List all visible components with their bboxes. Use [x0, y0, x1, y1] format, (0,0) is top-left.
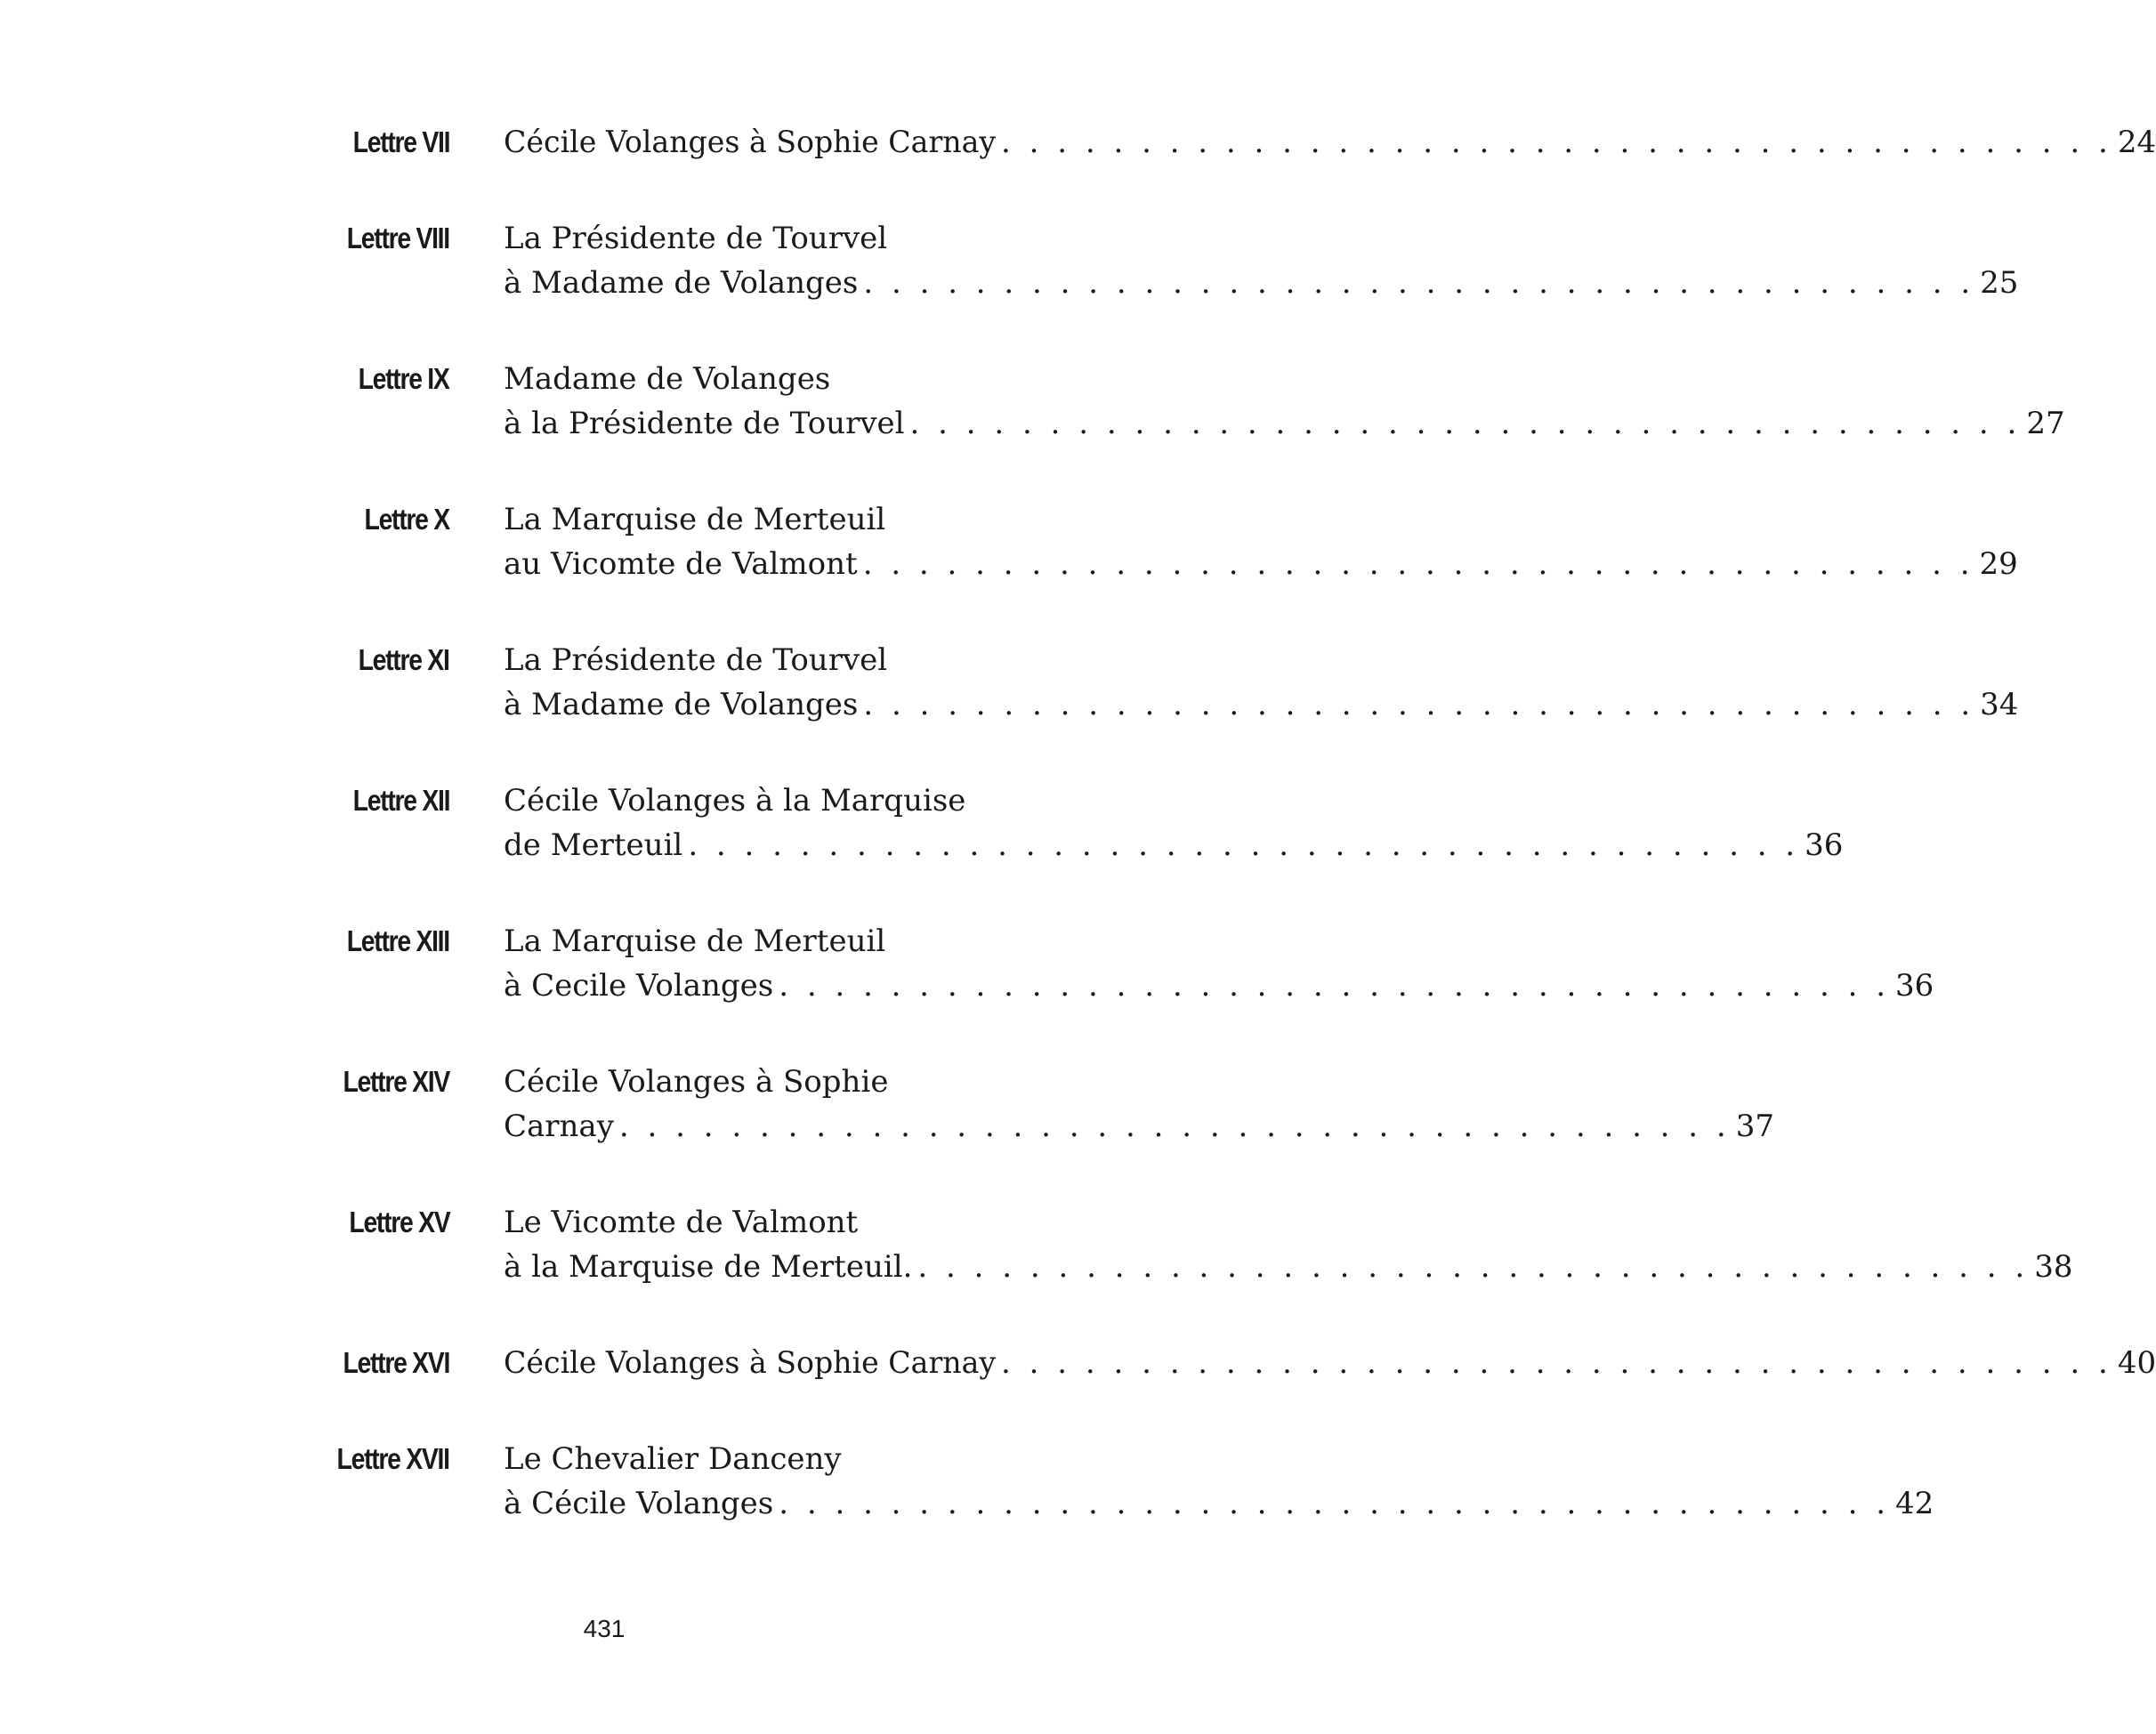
letter-label: Lettre VII: [352, 125, 449, 158]
letter-label: Lettre XII: [352, 784, 449, 817]
entry-title: Cécile Volanges à Sophie: [504, 1064, 889, 1100]
entry-line: [504, 261, 2019, 305]
entry-line: [504, 357, 1070, 401]
entry-body: [504, 1437, 1934, 1526]
dot-leader: . . . . . . . . . . . . . . . . . . . . . . . . . . . . . . . . . . . . . . . .: [917, 1249, 2030, 1285]
entry-title: Carnay: [504, 1109, 614, 1144]
entry-title: à Cécile Volanges: [504, 1486, 774, 1521]
dot-leader: . . . . . . . . . . . . . . . . . . . . . . . . . . . . . . . . . . . . . . . .: [1001, 125, 2112, 160]
entry-title: La Présidente de Tourvel: [504, 642, 888, 678]
letter-label: Lettre VIII: [346, 222, 449, 254]
entry-title: à Madame de Volanges: [504, 687, 859, 722]
entry-title: à Madame de Volanges: [504, 265, 859, 301]
entry-body: [504, 120, 2156, 165]
entry-body: [504, 1341, 2156, 1385]
entry-line: [504, 1437, 1070, 1481]
entry-title: Le Vicomte de Valmont: [504, 1205, 859, 1240]
page-number: 36: [1895, 968, 1934, 1004]
entry-line: [504, 1200, 1070, 1245]
entry-body: [504, 216, 2019, 305]
letter-label: Lettre X: [364, 503, 449, 536]
entry-line: [504, 216, 1070, 261]
entry-title: La Marquise de Merteuil: [504, 502, 886, 537]
entry-line: [504, 778, 1070, 823]
page-number: 37: [1735, 1109, 1774, 1144]
page-folio: 431: [583, 1615, 626, 1642]
dot-leader: . . . . . . . . . . . . . . . . . . . . . . . . . . . . . . . . . . . . . . . .: [779, 1486, 1891, 1521]
page-number: 29: [1979, 546, 2018, 582]
entry-line: [504, 542, 2018, 586]
letter-label: Lettre XIII: [346, 924, 449, 957]
dot-leader: . . . . . . . . . . . . . . . . . . . . . . . . . . . . . . . . . . . . . . . .: [863, 687, 1975, 722]
entry-line: [504, 682, 2019, 727]
entry-title: à la Marquise de Merteuil.: [504, 1249, 913, 1285]
letter-label: Lettre XVI: [343, 1346, 449, 1379]
page-number: 40: [2117, 1345, 2156, 1381]
entry-title: Cécile Volanges à Sophie Carnay: [504, 1345, 997, 1381]
letter-label: Lettre XV: [349, 1206, 449, 1238]
letter-label: Lettre XVII: [336, 1442, 449, 1475]
entry-title: Le Chevalier Danceny: [504, 1441, 842, 1477]
letter-label: Lettre XIV: [343, 1065, 449, 1098]
page-number: 34: [1980, 687, 2019, 722]
entry-body: [504, 497, 2018, 586]
dot-leader: . . . . . . . . . . . . . . . . . . . . . . . . . . . . . . . . . . . . . . . .: [909, 406, 2022, 441]
entry-body: [504, 638, 2019, 727]
page-number: 38: [2034, 1249, 2073, 1285]
entry-title: Madame de Volanges: [504, 361, 831, 397]
entry-line: [504, 919, 1070, 964]
entry-body: [504, 1060, 1774, 1149]
dot-leader: . . . . . . . . . . . . . . . . . . . . . . . . . . . . . . . . . . . . . . . .: [779, 968, 1891, 1004]
page-number: 27: [2026, 406, 2065, 441]
dot-leader: . . . . . . . . . . . . . . . . . . . . . . . . . . . . . . . . . . . . . . . .: [688, 827, 1800, 863]
dot-leader: . . . . . . . . . . . . . . . . . . . . . . . . . . . . . . . . . . . . . . . .: [863, 265, 1975, 301]
entry-title: au Vicomte de Valmont: [504, 546, 858, 582]
dot-leader: . . . . . . . . . . . . . . . . . . . . . . . . . . . . . . . . . . . . . . . .: [862, 546, 1974, 582]
entry-line: [504, 497, 1070, 542]
entry-title: de Merteuil: [504, 827, 683, 863]
entry-title: La Marquise de Merteuil: [504, 923, 886, 959]
page-number: 24: [2117, 125, 2156, 160]
entry-body: [504, 778, 1844, 867]
dot-leader: . . . . . . . . . . . . . . . . . . . . . . . . . . . . . . . . . . . . . . . .: [618, 1109, 1731, 1144]
entry-body: [504, 1200, 2073, 1289]
entry-body: [504, 919, 1934, 1008]
page-number: 42: [1895, 1486, 1934, 1521]
entry-title: Cécile Volanges à Sophie Carnay: [504, 125, 997, 160]
letter-label: Lettre XI: [359, 643, 449, 676]
entry-line: [504, 120, 2156, 165]
entry-title: Cécile Volanges à la Marquise: [504, 783, 966, 819]
entry-line: [504, 1481, 1934, 1526]
letter-label: Lettre IX: [359, 362, 449, 395]
entry-title: La Présidente de Tourvel: [504, 221, 888, 256]
entry-title: à Cecile Volanges: [504, 968, 774, 1004]
entry-title: à la Présidente de Tourvel: [504, 406, 905, 441]
entry-line: [504, 638, 1070, 682]
entry-line: [504, 1104, 1774, 1149]
page-number: 25: [1980, 265, 2019, 301]
page-number: 36: [1805, 827, 1844, 863]
dot-leader: . . . . . . . . . . . . . . . . . . . . . . . . . . . . . . . . . . . . . . . .: [1001, 1345, 2112, 1381]
entry-body: [504, 357, 2065, 446]
entry-line: [504, 1245, 2073, 1289]
entry-line: [504, 1341, 2156, 1385]
entry-line: [504, 964, 1934, 1008]
entry-line: [504, 401, 2065, 446]
entry-line: [504, 1060, 1070, 1104]
entry-line: [504, 823, 1844, 867]
